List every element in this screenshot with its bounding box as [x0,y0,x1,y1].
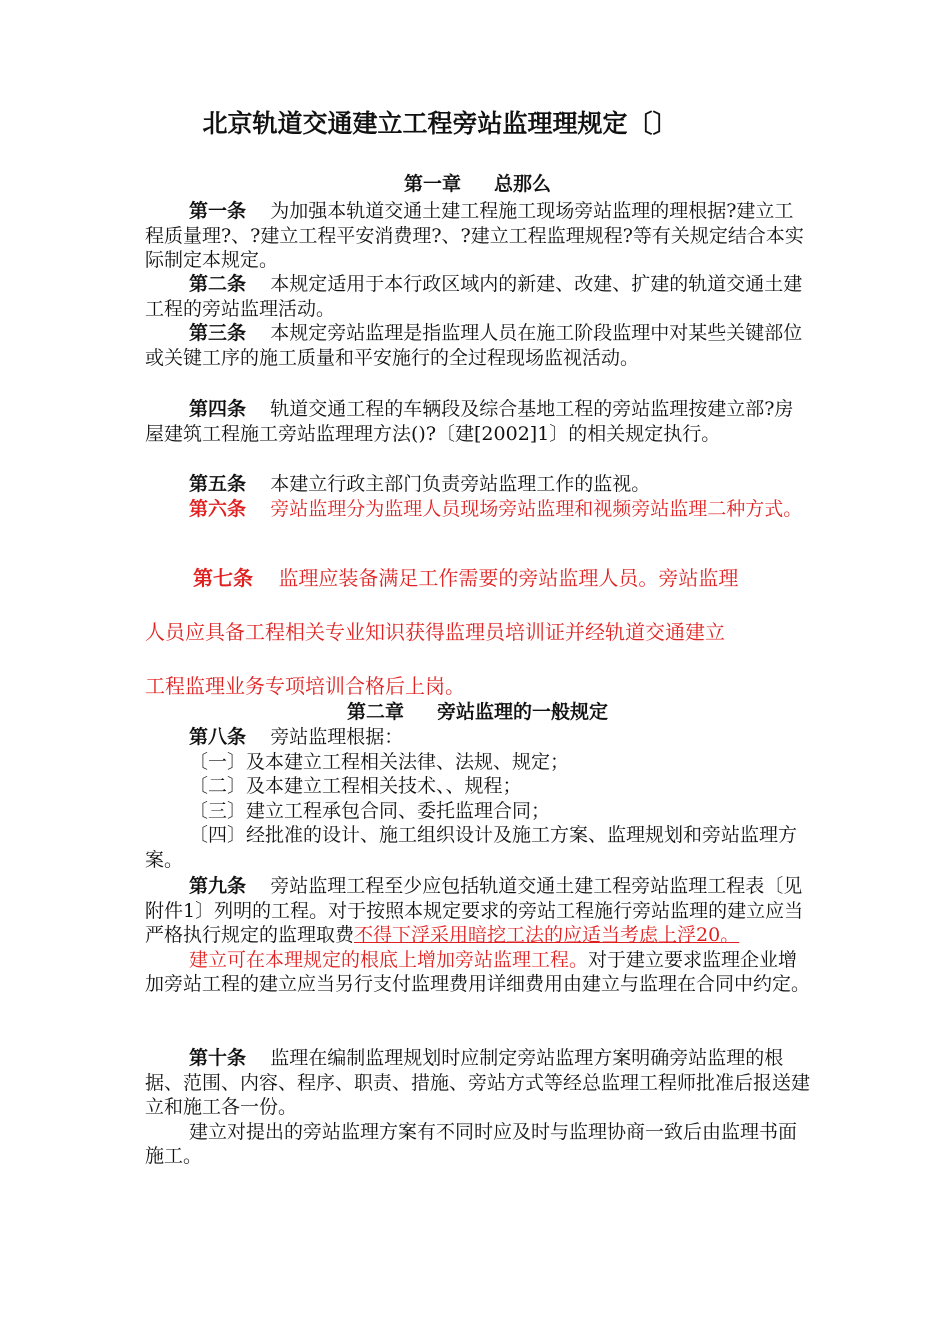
article-8-text: 旁站监理根据： [270,726,404,748]
chapter-1-name: 总那么 [494,173,552,195]
article-10-number: 第十条 [189,1047,247,1069]
article-8-item: 〔二〕及本建立工程相关技术、、规程； [189,775,522,797]
article-3-number: 第三条 [189,322,247,344]
document-title: 北京轨道交通建立工程旁站监理理规定〔〕 [202,109,678,138]
article-6 [145,497,810,522]
chapter-2-label: 第二章 [346,701,404,723]
article-4-text: 轨道交通工程的车辆段及综合基地工程的旁站监理按建立部?房屋建筑工程施工旁站监理理方法()?〔建[2002]1〕的相关规定执行。 [145,398,794,445]
article-2-number: 第二条 [189,273,247,295]
article-9-text: 旁站监理工程至少应包括轨道交通土建工程旁站监理工程表〔见附件1〕列明的工程。对于按照本规定要求的旁站工程施行旁站监理的建立应当严格执行规定的监理取费 [145,875,804,946]
chapter-2-name: 旁站监理的一般规定 [437,701,609,723]
chapter-1-heading [145,172,810,197]
article-5-text: 本建立行政主部门负责旁站监理工作的监视。 [270,473,651,495]
chapter-2-heading [145,700,810,725]
article-6-number: 第六条 [189,498,247,520]
article-10-text: 监理在编制监理规划时应制定旁站监理方案明确旁站监理的根据、范围、内容、程序、职责、措施、旁站方式等经总监理工程师批准后报送建立和施工各一份。 [145,1047,811,1118]
article-4 [145,397,810,446]
article-9-number: 第九条 [189,875,247,897]
article-8 [145,725,810,872]
article-8-number: 第八条 [189,726,247,748]
article-9-paragraph-2: 对于建立要求监理企业增加旁站工程的建立应当另行支付监理费用详细费用由建立与监理在合同中约定。 [145,948,811,995]
article-2-text: 本规定适用于本行政区域内的新建、改建、扩建的轨道交通土建工程的旁站监理活动。 [145,273,803,320]
article-4-number: 第四条 [189,398,247,420]
article-10 [145,1046,810,1169]
article-3 [145,321,810,370]
article-3-text: 本规定旁站监理是指监理人员在施工阶段监理中对某些关键部位或关键工序的施工质量和平安施行的全过程现场监视活动。 [145,322,803,369]
article-6-text: 旁站监理分为监理人员现场旁站监理和视频旁站监理二种方式。 [270,498,803,520]
article-5-number: 第五条 [189,473,247,495]
article-7 [145,566,810,698]
chapter-1-label: 第一章 [403,173,461,195]
article-1-text: 为加强本轨道交通土建工程施工现场旁站监理的理根据?建立工程质量理?、?建立工程平安消费理?、?建立工程监理规程?等有关规定结合本实际制定本规定。 [145,200,804,271]
article-8-item: 〔四〕经批准的设计、施工组织设计及施工方案、监理规划和旁站监理方案。 [145,824,798,871]
article-10-paragraph-2: 建立对提出的旁站监理方案有不同时应及时与监理协商一致后由监理书面施工。 [145,1120,798,1167]
article-1-number: 第一条 [189,200,247,222]
article-8-item: 〔一〕及本建立工程相关法律、法规、规定； [189,750,570,773]
article-8-item: 〔三〕建立工程承包合同、委托监理合同； [189,799,551,822]
article-9-red-text: 建立可在本理规定的根底上增加旁站监理工程。 [189,948,589,971]
article-9-underlined-text: 不得下浮采用暗挖工法的应适当考虑上浮20。 [354,924,740,946]
article-2 [145,272,810,321]
article-5 [145,472,810,497]
article-7-line-1: 监理应装备满足工作需要的旁站监理人员。旁站监理 [278,566,739,590]
article-9 [145,874,810,997]
article-7-line-3: 工程监理业务专项培训合格后上岗。 [145,674,465,698]
article-7-line-2: 人员应具备工程相关专业知识获得监理员培训证并经轨道交通建立 [145,620,725,644]
article-1 [145,199,810,273]
article-7-number: 第七条 [193,566,253,590]
